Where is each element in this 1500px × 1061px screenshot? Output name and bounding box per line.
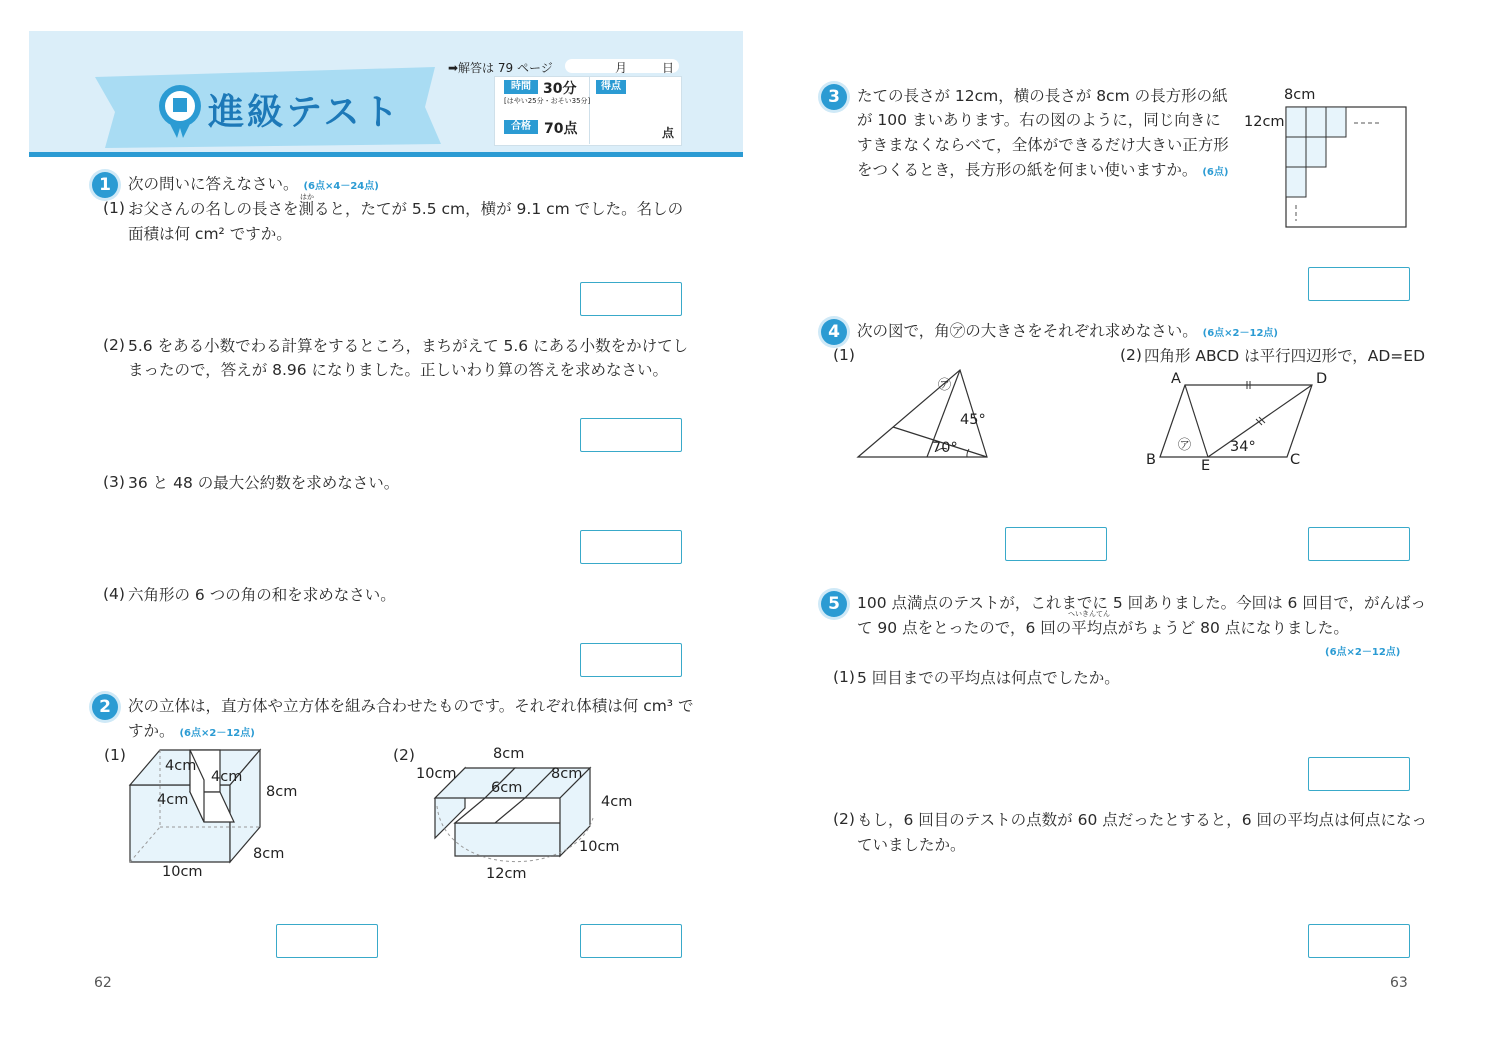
question-2-text-end: すか。 [128, 722, 175, 740]
q5-sub2-line1: もし，6 回目のテストの点数が 60 点だったとすると，6 回の平均点は何点になっ [857, 811, 1428, 829]
page-number-right: 63 [1390, 975, 1408, 991]
q3-fig-width-label: 8cm [1284, 87, 1316, 103]
q1-3-answer-box[interactable] [580, 530, 682, 564]
q5-2-answer-box[interactable] [1308, 924, 1410, 958]
q4-2-answer-box[interactable] [1308, 527, 1410, 561]
q1-1-answer-box[interactable] [580, 282, 682, 316]
q4-fig2-vertex-A: A [1171, 371, 1181, 387]
q4-fig1-70deg: 70° [932, 440, 958, 456]
question-5-ruby: へいきんてん [1068, 610, 1110, 618]
q2-fig1-label-10cm: 10cm [162, 864, 203, 880]
page-title: 進級テスト [208, 92, 402, 133]
day-label: 日 [662, 61, 675, 75]
q1-sub1-ruby: はか [300, 193, 314, 201]
q2-fig2-label-12cm: 12cm [486, 866, 527, 882]
q4-fig2-vertex-D: D [1316, 371, 1328, 387]
time-value: 30分 [543, 81, 577, 97]
question-2-number: 2 [92, 694, 118, 720]
q3-answer-box[interactable] [1308, 267, 1410, 301]
q5-sub1-number: (1) [833, 668, 855, 686]
q5-sub2-line2: ていましたか。 [857, 836, 966, 854]
q2-fig1-number: (1) [104, 746, 126, 764]
q1-sub2-line1: 5.6 をある小数でわる計算をするところ，まちがえて 5.6 にある小数をかけてし [128, 337, 689, 355]
q5-sub1-text: 5 回目までの平均点は何点でしたか。 [857, 669, 1120, 687]
q1-sub4-line1: 六角形の 6 つの角の和を求めなさい。 [128, 586, 396, 604]
score-panel-divider [589, 76, 590, 144]
q4-1-answer-box[interactable] [1005, 527, 1107, 561]
question-3-points: (6点) [1202, 167, 1229, 178]
question-3-line1: たての長さが 12cm，横の長さが 8cm の長方形の紙 [857, 87, 1228, 105]
time-badge: 時間 [504, 80, 538, 94]
question-3-number: 3 [821, 84, 847, 110]
q4-fig2-angle-mark: ㋐ [1178, 438, 1192, 453]
q2-fig2-label-10cm-b: 10cm [579, 839, 620, 855]
question-3-text-end: をつくるとき，長方形の紙を何まい使いますか。 [857, 161, 1198, 179]
question-2-line1: 次の立体は，直方体や立方体を組み合わせたものです。それぞれ体積は何 cm³ で [128, 697, 694, 715]
q2-fig2-label-4cm: 4cm [601, 794, 633, 810]
month-label: 月 [615, 61, 628, 75]
question-3-line3: すきまなくならべて，全体ができるだけ大きい正方形 [857, 136, 1229, 154]
q2-fig1-label-4cm-c: 4cm [157, 792, 189, 808]
q1-sub1-line1: お父さんの名しの長さを測ると，たてが 5.5 cm，横が 9.1 cm でした。名しの [128, 200, 684, 218]
q2-fig1-label-4cm-a: 4cm [165, 758, 197, 774]
q2-fig1-label-4cm-b: 4cm [211, 769, 243, 785]
q2-figure-1 [120, 740, 310, 885]
q2-fig2-label-8cm-b: 8cm [551, 766, 583, 782]
q2-fig1-label-8cm-b: 8cm [253, 846, 285, 862]
question-5-points: (6点×2－12点) [1325, 647, 1401, 658]
q2-2-answer-box[interactable] [580, 924, 682, 958]
q1-sub1-number: (1) [103, 199, 125, 217]
question-1-number: 1 [92, 172, 118, 198]
q2-fig1-label-8cm-a: 8cm [266, 784, 298, 800]
q4-fig2-34deg: 34° [1230, 439, 1256, 455]
question-1-prompt [128, 172, 379, 199]
q5-sub2-number: (2) [833, 810, 855, 828]
q5-1-answer-box[interactable] [1308, 757, 1410, 791]
question-3-line4 [857, 158, 1228, 185]
score-badge: 得点 [596, 80, 626, 94]
q1-sub4-number: (4) [103, 585, 125, 603]
q4-sub2-number: (2) [1120, 346, 1142, 364]
q4-fig2-vertex-B: B [1146, 452, 1156, 468]
page-number-left: 62 [94, 975, 112, 991]
question-3-line2: が 100 まいあります。右の図のように，同じ向きに [857, 111, 1221, 129]
score-unit: 点 [662, 126, 675, 140]
question-4-number: 4 [821, 319, 847, 345]
pass-badge: 合格 [504, 120, 538, 134]
q1-sub3-number: (3) [103, 473, 125, 491]
question-4-points: (6点×2－12点) [1202, 328, 1278, 339]
q4-fig2-vertex-E: E [1201, 458, 1211, 474]
q2-fig2-label-6cm: 6cm [491, 780, 523, 796]
answer-page-ref: ➡解答は 79 ページ [448, 61, 553, 75]
question-4-text: 次の図で，角㋐の大きさをそれぞれ求めなさい。 [857, 322, 1198, 340]
q1-sub2-line2: まったので，答えが 8.96 になりました。正しいわり算の答えを求めなさい。 [128, 361, 669, 379]
question-1-points: (6点×4－24点) [303, 181, 379, 192]
q2-fig2-label-10cm-a: 10cm [416, 766, 457, 782]
q2-fig2-number: (2) [393, 746, 415, 764]
question-2-points: (6点×2－12点) [179, 728, 255, 739]
q4-fig1-45deg: 45° [960, 412, 986, 428]
q1-sub3-line1: 36 と 48 の最大公約数を求めなさい。 [128, 474, 400, 492]
q1-2-answer-box[interactable] [580, 418, 682, 452]
q3-fig-height-label: 12cm [1244, 114, 1285, 130]
time-note: [はやい25分・おそい35分] [504, 97, 591, 105]
q2-fig2-label-8cm-top: 8cm [493, 746, 525, 762]
q4-fig2-vertex-C: C [1290, 452, 1301, 468]
q1-sub1-line2: 面積は何 cm² ですか。 [128, 225, 292, 243]
question-5-line1: 100 点満点のテストが，これまでに 5 回ありました。今回は 6 回目で，がんばっ [857, 594, 1427, 612]
q3-square-figure [1284, 105, 1408, 229]
pass-value: 70点 [544, 121, 578, 137]
q1-sub2-number: (2) [103, 336, 125, 354]
q4-fig1-angle-mark: ㋐ [938, 378, 952, 393]
question-4-prompt [857, 319, 1278, 346]
q1-4-answer-box[interactable] [580, 643, 682, 677]
q4-sub1-number: (1) [833, 346, 855, 364]
header-rule [29, 152, 743, 157]
q4-sub2-text: 四角形 ABCD は平行四辺形で，AD=ED [1144, 347, 1426, 365]
question-5-number: 5 [821, 591, 847, 617]
question-1-text: 次の問いに答えなさい。 [128, 175, 299, 193]
question-5-line2: て 90 点をとったので，6 回の平均点がちょうど 80 点になりました。 [857, 619, 1349, 637]
q2-1-answer-box[interactable] [276, 924, 378, 958]
